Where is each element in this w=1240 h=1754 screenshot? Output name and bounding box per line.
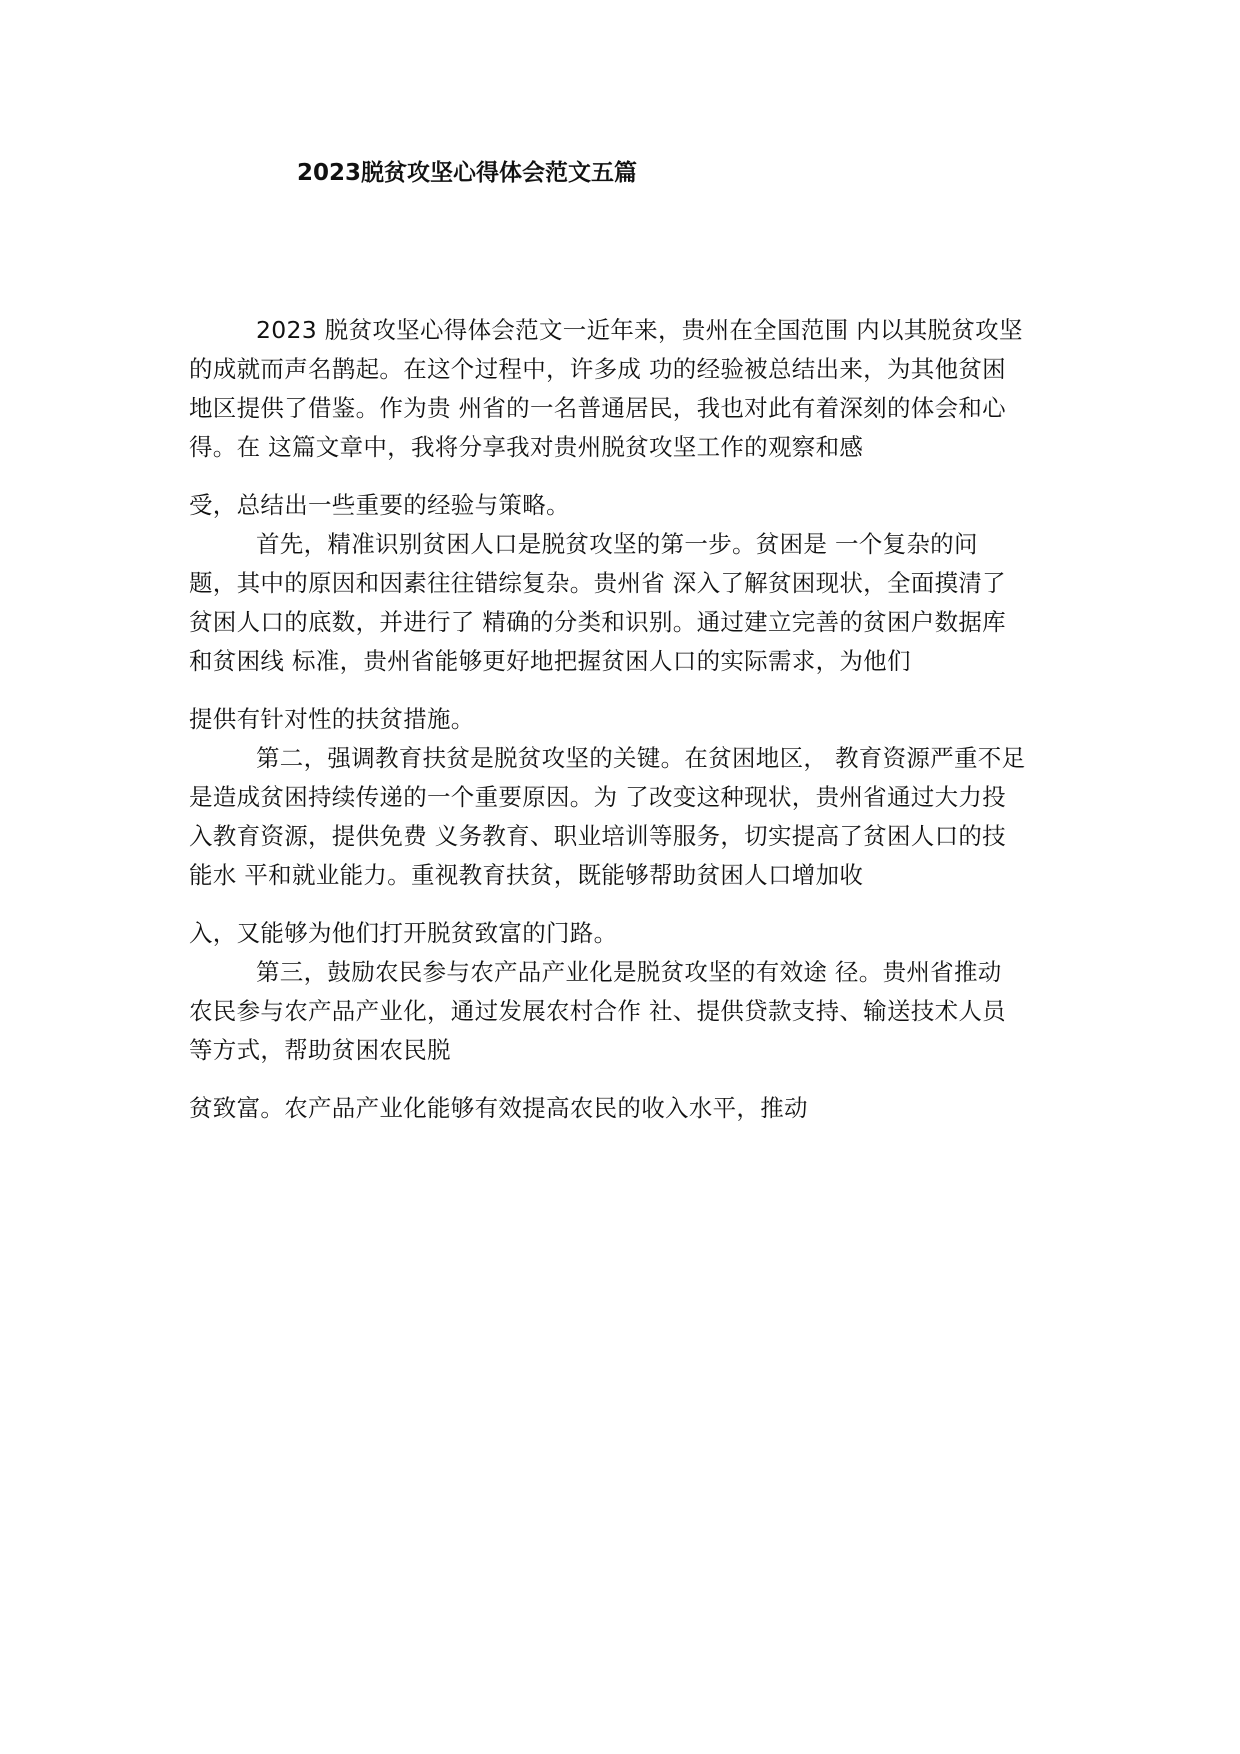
paragraph-line: 第三，鼓励农民参与农产品产业化是脱贫攻坚的有效途 径。贵州省推动 — [256, 958, 1002, 986]
paragraph-line: 入教育资源，提供免费 义务教育、职业培训等服务，切实提高了贫困人口的技 — [189, 822, 1006, 850]
paragraph-line: 是造成贫困持续传递的一个重要原因。为 了改变这种现状，贵州省通过大力投 — [189, 783, 1006, 811]
paragraph-line: 得。在 这篇文章中，我将分享我对贵州脱贫攻坚工作的观察和感 — [189, 433, 864, 461]
paragraph-line: 首先，精准识别贫困人口是脱贫攻坚的第一步。贫困是 一个复杂的问 — [256, 530, 978, 558]
paragraph-line: 2023 脱贫攻坚心得体会范文一近年来，贵州在全国范围 内以其脱贫攻坚 — [256, 316, 1023, 344]
paragraph-line: 贫致富。农产品产业化能够有效提高农民的收入水平，推动 — [189, 1094, 808, 1122]
paragraph-line: 受，总结出一些重要的经验与策略。 — [189, 491, 570, 519]
paragraph-line: 的成就而声名鹊起。在这个过程中，许多成 功的经验被总结出来，为其他贫困 — [189, 355, 1006, 383]
paragraph-line: 等方式，帮助贫困农民脱 — [189, 1036, 451, 1064]
paragraph-line: 能水 平和就业能力。重视教育扶贫，既能够帮助贫困人口增加收 — [189, 861, 864, 889]
paragraph-line: 入，又能够为他们打开脱贫致富的门路。 — [189, 919, 618, 947]
document-body — [189, 311, 1089, 1128]
paragraph-line: 提供有针对性的扶贫措施。 — [189, 705, 475, 733]
paragraph-line: 贫困人口的底数，并进行了 精确的分类和识别。通过建立完善的贫困户数据库 — [189, 608, 1006, 636]
paragraph-line: 第二，强调教育扶贫是脱贫攻坚的关键。在贫困地区， 教育资源严重不足 — [256, 744, 1026, 772]
document-title: 2023脱贫攻坚心得体会范文五篇 — [297, 160, 638, 186]
paragraph-line: 地区提供了借鉴。作为贵 州省的一名普通居民，我也对此有着深刻的体会和心 — [189, 394, 1006, 422]
paragraph-line: 和贫困线 标准，贵州省能够更好地把握贫困人口的实际需求，为他们 — [189, 647, 911, 675]
paragraph-line: 农民参与农产品产业化，通过发展农村合作 社、提供贷款支持、输送技术人员 — [189, 997, 1006, 1025]
paragraph-line: 题，其中的原因和因素往往错综复杂。贵州省 深入了解贫困现状，全面摸清了 — [189, 569, 1006, 597]
